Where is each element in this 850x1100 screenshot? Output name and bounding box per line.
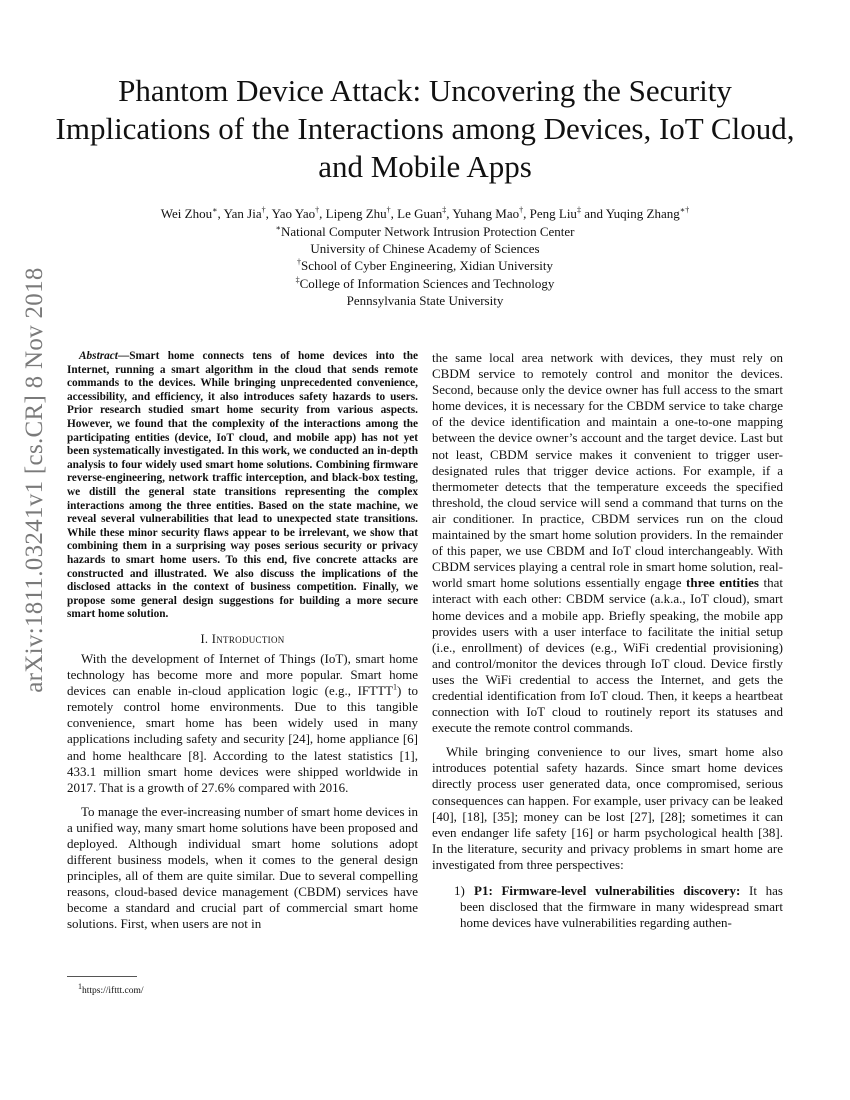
abstract: Abstract—Smart home connects tens of home devices into the Internet, running a smart algorithm in the cloud that sends remote commands to the devices. While bringing unprecedented convenience, accessibility, and efficiency, it also introduces safety hazards to users. Prior research studied smart home security from various aspects. However, we found that the complexity of the interactions among the participating entities (device, IoT cloud, and mobile app) has not yet been systematically investigated. In this work, we conducted an in-depth analysis to four widely used smart home solutions. Combining firmware reverse-engineering, network traffic interception, and black-box testing, we distill the general state transitions representing the complex interactions among the three entities. Based on the state machine, we reveal several vulnerabilities that lead to unexpected state transitions. While these minor security flaws appear to be irrelevant, we show that combining them in a surprising way poses serious security or privacy hazards to smart home users. To this end, five concrete attacks are constructed and illustrated. We also discuss the implications of the disclosed attacks in the context of business competition. Finally, we propose some general design suggestions for building a more secure smart home solution. (67, 350, 418, 621)
intro-paragraph-2: To manage the ever-increasing number of smart home devices in a unified way, many smart home solutions have been proposed and deployed. Although individual smart home solutions adopt different business models, when it comes to the general design principles, all of them are quite similar. Due to several compelling reasons, cloud-based device management (CBDM) services have become a standard and crucial part of commercial smart home solutions. First, when users are not in (67, 803, 418, 932)
affiliation-line: ‡College of Information Sciences and Technology (295, 275, 555, 291)
author-list (40, 205, 810, 222)
author: Wei Zhou∗, (160, 205, 224, 221)
author: Yao Yao†, (271, 205, 326, 221)
footnote: $^1$https://ifttt.com/ (78, 981, 144, 996)
right-column (432, 350, 783, 931)
perspectives-list (432, 883, 783, 931)
footnote-marker[interactable]: 1 (392, 682, 397, 692)
author: Peng Liu‡ and (529, 205, 606, 221)
left-column (67, 350, 418, 933)
footnote-divider (67, 976, 137, 977)
intro-paragraph-1: With the development of Internet of Things (IoT), smart home technology has become more and more popular. Smart home devices can enable in-cloud application logic (e.g., IFTTT$^1$) to remotely control home environments. Due to this tangible convenience, smart home has been widely used in many applications including safety and security [24], home appliance [6] and home healthcare [8]. According to the latest statistics [1], 433.1 million smart home devices were shipped worldwide in 2017. That is a growth of 27.6% compared with 2016. (67, 650, 418, 795)
author: Yan Jia†, (223, 205, 272, 221)
affiliation-line: University of Chinese Academy of Sciences (310, 241, 540, 257)
list-item: 1) P1: Firmware-level vulnerabilities discovery: It has been disclosed that the firmware in many widespread smart home devices have vulnerabilities regarding authen- (454, 883, 783, 931)
affiliation-line: ∗National Computer Network Intrusion Protection Center (275, 223, 575, 239)
author: Yuhang Mao†, (452, 205, 530, 221)
arxiv-side-stamp (6, 267, 64, 693)
author: Le Guan‡, (397, 205, 453, 221)
intro-paragraph-3: the same local area network with devices, they must rely on CBDM service to remotely control and monitor the devices. Second, because only the device owner has full access to the smart home devices, it is necessary for the CBDM service to take charge of the device identification and maintain a one-to-one mapping between the device owner’s account and the target device. Last but not least, CBDM service makes it convenient to trigger user-designated rules that trigger device actions. For example, if a thermometer detects that the temperature exceeds the specified threshold, the cloud service will send a command that turns on the air conditioner. In practice, CBDM services run on the cloud maintained by the smart home solution providers. In the remainder of this paper, we use CBDM and IoT cloud interchangeably. With CBDM services playing a central role in smart home solution, real-world smart home solutions essentially engage three entities that interact with each other: CBDM service (a.k.a., IoT cloud), smart home devices and a mobile app. Briefly speaking, the mobile app provides users with a user interface to facilitate the initial setup (i.e., enrollment) of devices (e.g., WiFi credential provisioning) and control/monitor the devices through IoT cloud. Device firstly uses the WiFi credential to access the Internet, and gets the credential identification from IoT cloud. Then, it keeps a heartbeat connection with IoT cloud to routinely report its statuses and execute the remote control commands. (432, 350, 783, 736)
author: Yuqing Zhang∗† (605, 205, 690, 221)
paper-title: Phantom Device Attack: Uncovering the Security Implications of the Interactions among Devices, IoT Cloud, and Mobile Apps (55, 73, 795, 184)
section-heading-introduction: I. Introduction (200, 631, 285, 646)
affiliation-list (40, 223, 810, 309)
affiliation-line: †School of Cyber Engineering, Xidian University (296, 258, 553, 274)
footnote-link[interactable]: https://ifttt.com/ (82, 986, 144, 996)
abstract-label: Abstract (79, 350, 118, 362)
author: Lipeng Zhu†, (325, 205, 398, 221)
affiliation-line: Pennsylvania State University (346, 292, 504, 308)
intro-paragraph-4: While bringing convenience to our lives, smart home also introduces potential safety hazards. Since smart home devices directly process user generated data, once compromised, serious consequences can happen. For example, user privacy can be leaked [40], [18], [35]; money can be lost [27], [28]; sometimes it can even endanger life safety [16] or harm psychological health [38]. In the literature, security and privacy problems in smart home are investigated from three perspectives: (432, 744, 783, 872)
abstract-text: Smart home connects tens of home devices into the Internet, running a smart algorithm in the cloud that sends remote commands to the devices. While bringing unprecedented convenience, accessibility, and efficiency, it also introduces safety hazards to users. Prior research studied smart home security from various aspects. However, we found that the complexity of the interactions among the participating entities (device, IoT cloud, and mobile app) has not yet been systematically investigated. In this work, we conducted an in-depth analysis to four widely used smart home solutions. Combining firmware reverse-engineering, network traffic interception, and black-box testing, we distill the general state transitions representing the complex interactions among the three entities. Based on the state machine, we reveal several vulnerabilities that lead to unexpected state transitions. While these minor security flaws appear to be irrelevant, we show that combining them in a surprising way poses serious security or privacy hazards to smart home users. To this end, five concrete attacks are constructed and illustrated. We also discuss the implications of the disclosed attacks in the context of business competition. Finally, we propose some general design suggestions for building a more secure smart home solution. (67, 350, 418, 621)
arxiv-identifier[interactable]: arXiv:1811.03241v1 [cs.CR] 8 Nov 2018 (21, 267, 48, 693)
bold-emphasis: three entities (686, 575, 759, 591)
